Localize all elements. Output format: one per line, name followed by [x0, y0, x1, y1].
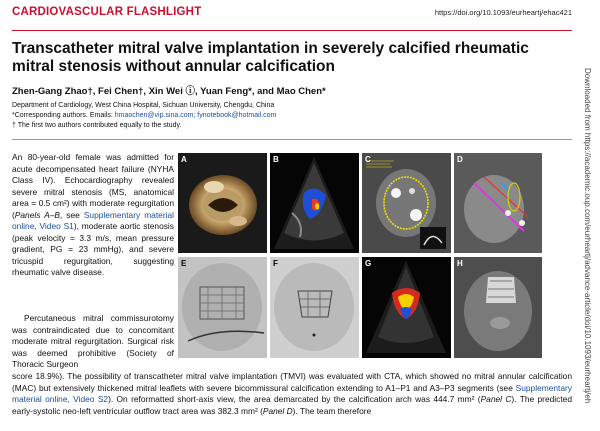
valve-3d-image [178, 153, 267, 253]
panel-label-d: D [457, 155, 463, 164]
panel-label-e: E [181, 259, 187, 268]
corresponding-authors [12, 111, 276, 121]
paragraph-2-left: Percutaneous mitral commissurotomy was contraindicated due to concomitant moderate mitral regurgitation. Surgical risk was deemed prohibitive (Society of Thoracic Surgeon [12, 313, 174, 370]
panel-g-post-echo [362, 257, 451, 358]
supplementary-video-s1-link[interactable]: Supplementary material online, Video S1 [12, 209, 174, 232]
header-bar [0, 0, 572, 20]
panel-label-b: B [273, 155, 279, 164]
panel-c-cta-short-axis [362, 153, 451, 253]
department: Department of Cardiology, West China Hospital, Sichuan University, Chengdu, China [12, 102, 275, 109]
panel-d-neo-lvot [454, 153, 542, 253]
doi-link[interactable]: https://doi.org/10.1093/eurheartj/ehac421 [434, 7, 572, 17]
panel-ref-ab: Panels A–B [14, 209, 60, 220]
panel-ref-c: Panel C [480, 394, 512, 405]
panel-label-a: A [181, 155, 187, 164]
fluoroscopy-image-e [178, 257, 267, 358]
download-notice[interactable]: Downloaded from https://academic.oup.com/eurheartj/advance-article/doi/10.1093/eurheartj/eh [583, 68, 592, 404]
panel-label-h: H [457, 259, 463, 268]
figure-composite [178, 153, 542, 358]
panel-ref-d: Panel D [262, 405, 293, 416]
panel-label-g: G [365, 259, 372, 268]
section-tag: CARDIOVASCULAR FLASHLIGHT [12, 6, 202, 18]
fluoroscopy-image-f [270, 257, 359, 358]
header-rule [12, 30, 572, 31]
affiliation-block [12, 101, 276, 131]
panel-e-fluoroscopy [178, 257, 267, 358]
author-list: Zhen-Gang Zhao†, Fei Chen†, Xin Wei ⓘ, Yuan Feng*, and Mao Chen* [12, 86, 326, 97]
paragraph-1: An 80-year-old female was admitted for acute decompensated heart failure (NYHA Class IV). Echocardiography revealed severe mitral stenosis (MS, anatomical area = 0.5 cm²) with moderate regurgitation (Panels A–B, see Supplementary material online, Video S1), moderate aortic stenosis (peak velocity = 3.3 m/s, mean pressure gradient, PG = 23 mmHg), and severe tricuspid regurgitation, suggesting rheumatic valve disease. [12, 152, 174, 278]
supplementary-video-s2-link[interactable]: Supplementary material online, Video S2 [12, 382, 572, 405]
panel-f-fluoroscopy [270, 257, 359, 358]
corr-prefix: *Corresponding authors. Emails: [12, 112, 115, 119]
body-column-left [12, 152, 174, 279]
post-ct-image [454, 257, 542, 358]
download-sidebar [578, 0, 600, 431]
equal-contribution-note: † The first two authors contributed equally to the study. [12, 122, 182, 129]
paragraph-2-full: score 18.9%). The possibility of transcatheter mitral valve implantation (TMVI) was evaluated with CTA, which showed no mitral annular calcification (MAC) but extensively thickened mitral leaflets with severe bicommissural calcification extending to A1–P1 and A3–P3 segments (see Supplementary material online, Video S2). On reformatted short-axis view, the area demarcated by the calcification arch was 444.7 mm² (Panel C). The predicted early-systolic neo-left ventricular outflow tract area was 382.3 mm² (Panel D). The team therefore [12, 371, 572, 416]
panel-a-3d-valve [178, 153, 267, 253]
panel-h-post-ct [454, 257, 542, 358]
panel-label-f: F [273, 259, 278, 268]
section-divider [12, 139, 572, 140]
post-echo-image [362, 257, 451, 358]
neo-lvot-image [454, 153, 542, 253]
cta-short-axis-image [362, 153, 451, 253]
echo-doppler-image [270, 153, 359, 253]
panel-label-c: C [365, 155, 371, 164]
panel-b-echo-doppler [270, 153, 359, 253]
author-emails[interactable]: hmaochen@vip.sina.com; fynotebook@hotmail.com [114, 112, 277, 119]
article-title: Transcatheter mitral valve implantation in severely calcified rheumatic mitral stenosis without annular calcification [12, 40, 529, 75]
